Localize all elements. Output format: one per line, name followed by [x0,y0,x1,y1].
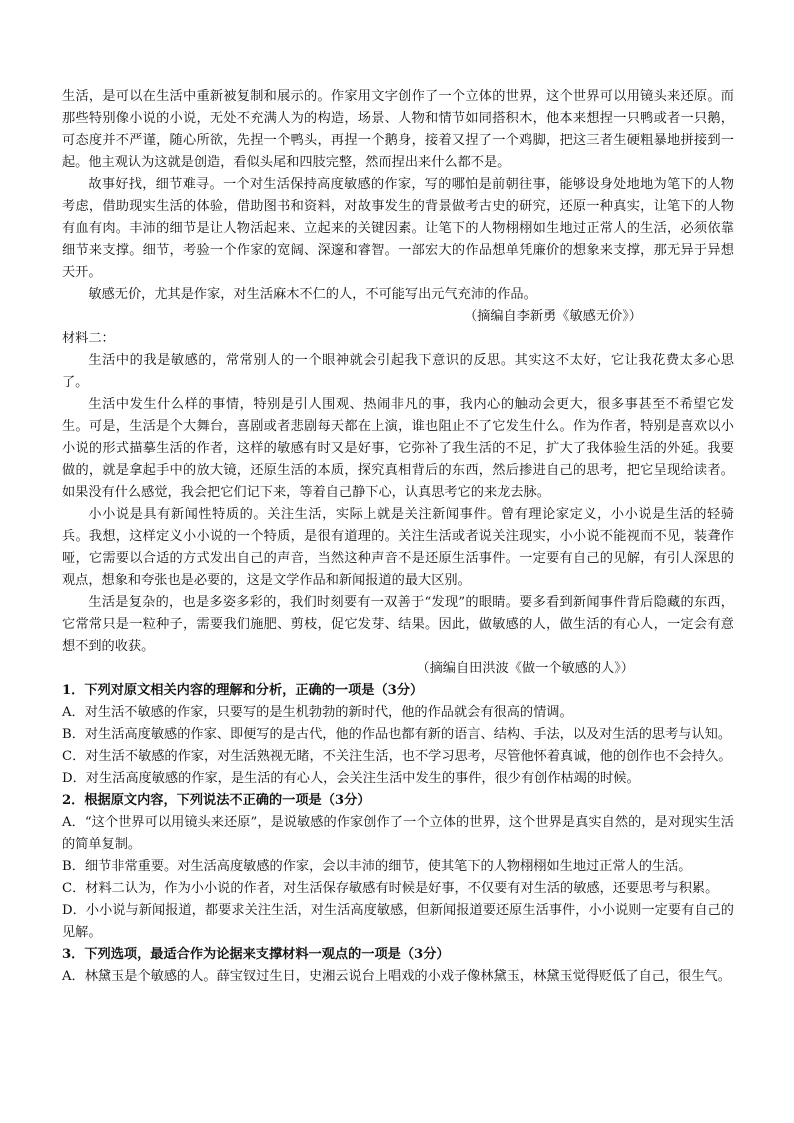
question-1-stem: 1．下列对原文相关内容的理解和分析，正确的一项是（3分） [62,683,424,698]
material-one-paragraph-2: 故事好找，细节难寻。一个对生活保持高度敏感的作家，写的哪怕是前朝往事，能够设身处地地为笔下的人物考虑，借助现实生活的体验，借助图书和资料，对故事发生的背景做考古史的研究，还原一种真实，让笔下的人物有血有肉。丰沛的细节是让人物活起来、立起来的关键因素。让笔下的人物栩栩如生地过正常人的生活，必须依靠细节来支撑。细节，考验一个作家的宽阔、深邃和睿智。一部宏大的作品想单凭廉价的想象来支撑，那无异于异想天开。 [62,177,734,280]
question-3-stem: 3．下列选项，最适合作为论据来支撑材料一观点的一项是（3分） [62,947,450,962]
question-2-stem: 2．根据原文内容，下列说法不正确的一项是（3分） [62,793,371,808]
question-1-option-a: A．对生活不敏感的作家，只要写的是生机勃勃的新时代，他的作品就会有很高的情调。 [62,705,573,720]
question-1-option-c: C．对生活不敏感的作家，对生活熟视无睹，不关注生活，也不学习思考，尽管他怀着真诚，他的创作也不会持久。 [62,749,732,764]
material-two-paragraph-3: 小小说是具有新闻性特质的。关注生活，实际上就是关注新闻事件。曾有理论家定义，小小说是生活的轻骑兵。我想，这样定义小小说的一个特质，是很有道理的。关注生活或者说关注现实，小小说不能视而不见，装聋作哑，它需要以合适的方式发出自己的声音，当然这种声音不是还原生活事件。一定要有自己的见解，有引人深思的观点，想象和夸张也是必要的，这是文学作品和新闻报道的最大区别。 [62,507,734,588]
material-two-heading: 材料二： [62,331,115,346]
material-one-paragraph-1: 生活，是可以在生活中重新被复制和展示的。作家用文字创作了一个立体的世界，这个世界可以用镜头来还原。而那些特别像小说的小说，无处不充满人为的构造，场景、人物和情节如同搭积木，他本来想捏一只鸭或者一只鹅，可态度并不严谨，随心所欲，先捏一个鸭头，再捏一个鹅身，接着又捏了一个鸡脚，把这三者生硬粗暴地拼接到一起。他主观认为这就是创造，看似头尾和四肢完整，然而捏出来什么都不是。 [62,89,734,170]
question-1-option-b: B．对生活高度敏感的作家、即便写的是古代，他的作品也都有新的语言、结构、手法，以及对生活的思考与认知。 [62,727,732,742]
material-one-source: （摘编自李新勇《敏感无价》） [463,309,642,324]
material-two-paragraph-2: 生活中发生什么样的事情，特别是引人围观、热闹非凡的事，我内心的触动会更大，很多事甚至不希望它发生。可是，生活是个大舞台，喜剧或者悲剧每天都在上演，谁也阻止不了它发生什么。作为作者，特别是喜欢以小小说的形式描摹生活的作者，这样的敏感有时又是好事，它弥补了我生活的不足，扩大了我体验生活的外延。我要做的，就是拿起手中的放大镜，还原生活的本质，探究真相背后的东西，然后掺进自己的思考，把它呈现给读者。如果没有什么感觉，我会把它们记下来，等着自己静下心，认真思考它的来龙去脉。 [62,397,734,500]
question-2-option-b: B．细节非常重要。对生活高度敏感的作家，会以丰沛的细节，使其笔下的人物栩栩如生地过正常人的生活。 [62,859,692,874]
question-2-option-d: D．小小说与新闻报道，都要求关注生活，对生活高度敏感，但新闻报道要还原生活事件，小小说则一定要有自己的见解。 [62,903,734,940]
question-3-option-a: A．林黛玉是个敏感的人。薛宝钗过生日，史湘云说台上唱戏的小戏子像林黛玉，林黛玉觉得贬低了自己，很生气。 [62,969,731,984]
material-two-paragraph-4: 生活是复杂的，也是多姿多彩的，我们时刻要有一双善于“发现”的眼睛。要多看到新闻事件背后隐藏的东西，它常常只是一粒种子，需要我们施肥、剪枝，促它发芽、结果。因此，做敏感的人，做生活的有心人，一定会有意想不到的收获。 [62,595,734,654]
question-2-option-a: A．“这个世界可以用镜头来还原”，是说敏感的作家创作了一个立体的世界，这个世界是真实自然的，是对现实生活的简单复制。 [62,815,734,852]
material-two-source: （摘编自田洪波《做一个敏感的人》） [416,661,634,676]
material-two-paragraph-1: 生活中的我是敏感的，常常别人的一个眼神就会引起我下意识的反思。其实这不太好，它让我花费太多心思了。 [62,353,734,390]
material-one-paragraph-3: 敏感无价，尤其是作家，对生活麻木不仁的人，不可能写出元气充沛的作品。 [88,287,537,302]
question-2-option-c: C．材料二认为，作为小小说的作者，对生活保存敏感有时候是好事，不仅要有对生活的敏感，还要思考与积累。 [62,881,719,896]
exam-page [62,86,734,988]
question-1-option-d: D．对生活高度敏感的作家，是生活的有心人，会关注生活中发生的事件，很少有创作枯竭的时候。 [62,771,640,786]
